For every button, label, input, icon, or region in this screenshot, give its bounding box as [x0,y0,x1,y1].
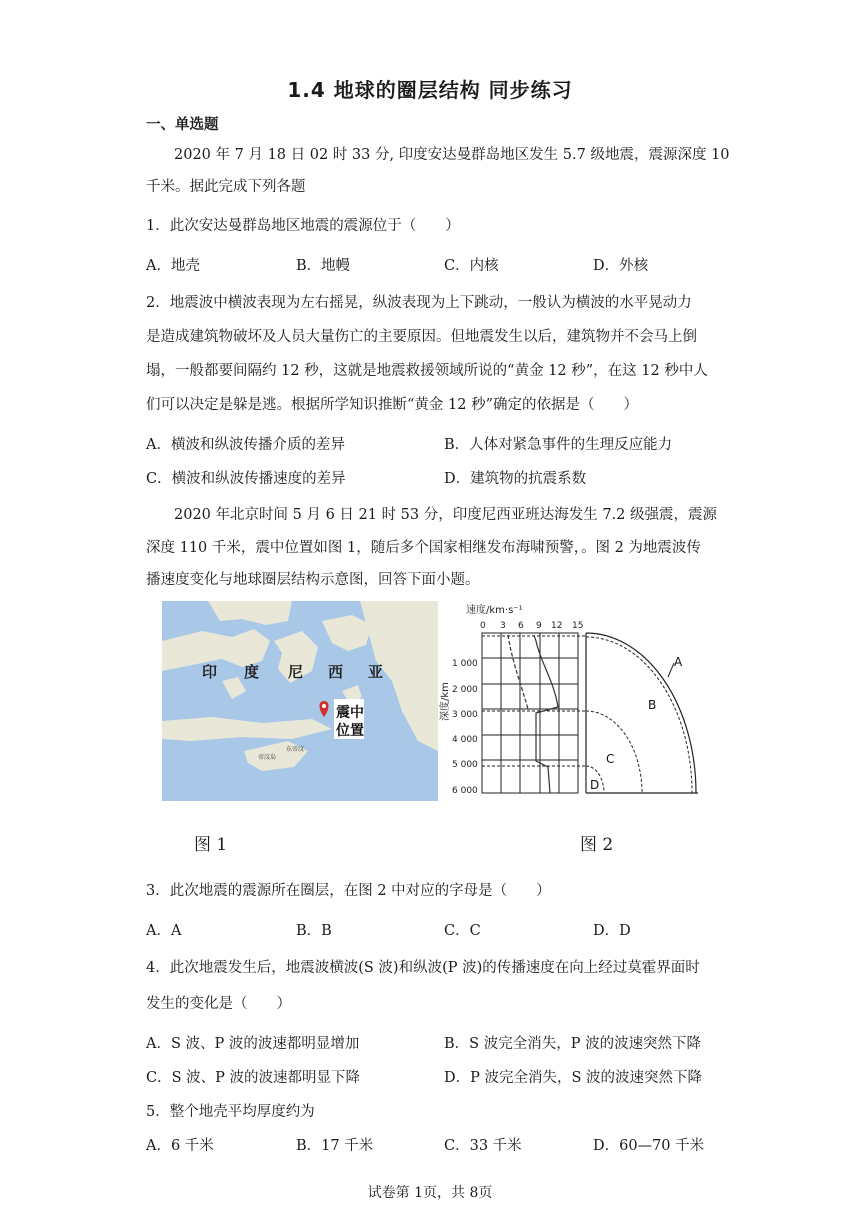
question-4-stem: 发生的变化是（ ） [146,996,291,1012]
question-3-stem: 3．此次地震的震源所在圈层，在图 2 中对应的字母是（ ） [146,883,551,899]
speed-tick: 12 [551,621,563,631]
q2-option-c[interactable]: C．横波和纵波传播速度的差异 [146,471,346,487]
depth-tick: 5 000 [452,760,478,770]
depth-tick: 3 000 [452,710,478,720]
speed-tick: 0 [480,621,486,631]
layer-label-b: B [648,698,657,712]
q3-option-d[interactable]: D．D [593,923,631,939]
q1-option-b[interactable]: B．地幔 [296,258,351,274]
map-small-label: 帝汶岛 [258,754,277,761]
speed-tick: 6 [518,621,524,631]
section-heading: 一、单选题 [146,117,219,133]
figure-2-caption: 图 2 [580,835,614,855]
figure-2-diagram [436,601,698,801]
s-wave-curve [508,635,528,709]
epicenter-label: 震中 [336,705,364,721]
map-small-label: 东帝汶 [286,746,305,753]
q1-option-a[interactable]: A．地壳 [146,258,200,274]
epicenter-label: 位置 [336,723,364,739]
depth-tick: 6 000 [452,786,478,796]
q2-option-d[interactable]: D．建筑物的抗震系数 [444,471,587,487]
q5-option-b[interactable]: B．17 千米 [296,1138,374,1154]
q5-option-c[interactable]: C．33 千米 [444,1138,522,1154]
q5-option-d[interactable]: D．60—70 千米 [593,1138,705,1154]
map-country-label: 西 [328,663,344,681]
p-wave-curve [534,635,558,793]
speed-axis-label: 速度/km·s⁻¹ [466,605,523,616]
question-2-stem: 塌，一般都要间隔约 12 秒，这就是地震救援领域所说的“黄金 12 秒”，在这 12 秒中人 [146,363,708,379]
q3-option-a[interactable]: A．A [146,923,182,939]
q4-option-b[interactable]: B．S 波完全消失，P 波的波速突然下降 [444,1036,702,1052]
question-2-stem: 是造成建筑物破坏及人员大量伤亡的主要原因。但地震发生以后，建筑物并不会马上倒 [146,329,697,345]
layer-label-d: D [590,778,600,792]
intro1-line: 2020 年 7 月 18 日 02 时 33 分, 印度安达曼群岛地区发生 5.7 级地震，震源深度 10 [174,147,730,163]
question-2-stem: 2．地震波中横波表现为左右摇晃，纵波表现为上下跳动，一般认为横波的水平晃动力 [146,295,692,311]
map-country-label: 亚 [368,663,384,681]
q3-option-c[interactable]: C．C [444,923,481,939]
page-footer: 试卷第 1页，共 8页 [367,1185,493,1201]
depth-tick: 1 000 [452,659,478,669]
page-title: 1.4 地球的圈层结构 同步练习 [287,78,573,102]
intro2-line: 深度 110 千米，震中位置如图 1，随后多个国家相继发布海啸预警，。图 2 为地震波传 [146,540,701,556]
intro1-line: 千米。据此完成下列各题 [146,179,306,195]
map-country-label: 度 [244,663,260,681]
intro2-line: 播速度变化与地球圈层结构示意图，回答下面小题。 [146,572,480,588]
q1-option-d[interactable]: D．外核 [593,258,649,274]
intro2-line: 2020 年北京时间 5 月 6 日 21 时 53 分，印度尼西亚班达海发生 7.2 级强震，震源 [174,507,718,523]
q2-option-b[interactable]: B．人体对紧急事件的生理反应能力 [444,437,673,453]
speed-tick: 9 [536,621,542,631]
speed-tick: 15 [572,621,584,631]
figure-1-map [162,601,438,801]
speed-tick: 3 [500,621,506,631]
map-country-label: 印 [202,663,218,681]
q1-option-c[interactable]: C．内核 [444,258,499,274]
q4-option-a[interactable]: A．S 波、P 波的波速都明显增加 [146,1036,360,1052]
figure-1-caption: 图 1 [194,835,228,855]
q2-option-a[interactable]: A．横波和纵波传播介质的差异 [146,437,345,453]
q4-option-c[interactable]: C．S 波、P 波的波速都明显下降 [146,1070,361,1086]
q4-option-d[interactable]: D．P 波完全消失，S 波的波速突然下降 [444,1070,703,1086]
depth-tick: 2 000 [452,685,478,695]
question-5-stem: 5．整个地壳平均厚度约为 [146,1104,315,1120]
q3-option-b[interactable]: B．B [296,923,332,939]
layer-label-c: C [606,752,615,766]
depth-tick: 4 000 [452,735,478,745]
q5-option-a[interactable]: A．6 千米 [146,1138,214,1154]
depth-axis-label: 深度/km [440,682,451,721]
layer-label-a: A [674,655,683,669]
question-2-stem: 们可以决定是躲是逃。根据所学知识推断“黄金 12 秒”确定的依据是（ ） [146,397,638,413]
map-country-label: 尼 [288,663,304,681]
question-1-stem: 1．此次安达曼群岛地区地震的震源位于（ ） [146,218,460,234]
question-4-stem: 4．此次地震发生后，地震波横波(S 波)和纵波(P 波)的传播速度在向上经过莫霍界面时 [146,960,700,976]
